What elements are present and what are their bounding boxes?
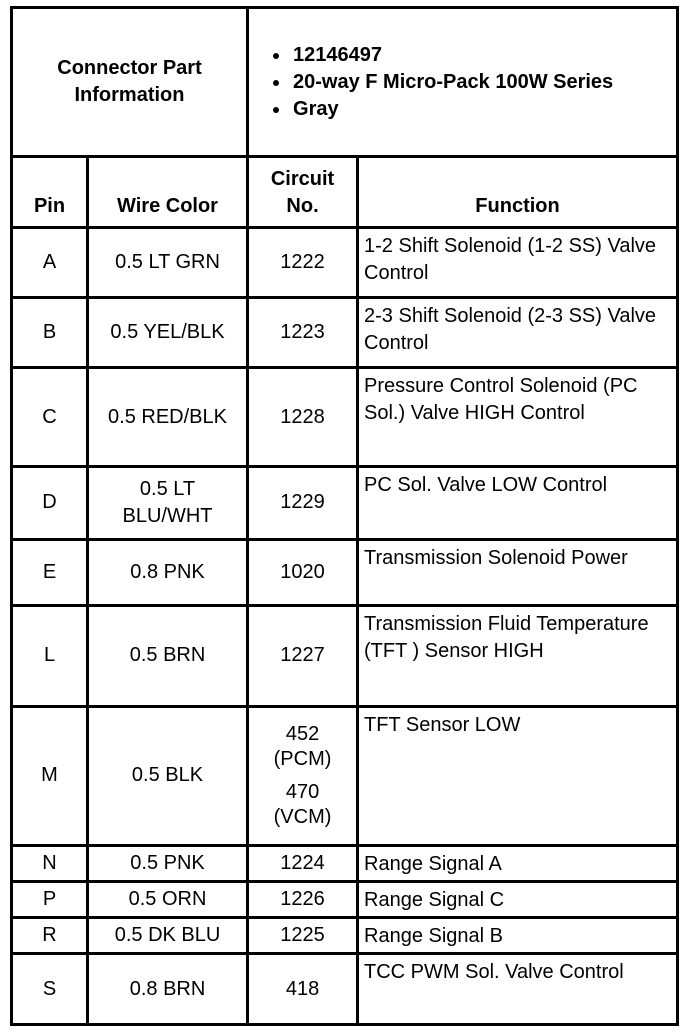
circuit-cell: 1225	[248, 918, 358, 954]
table-row	[12, 845, 678, 881]
pin-cell: B	[12, 297, 88, 367]
pin-cell: S	[12, 954, 88, 1025]
connector-pinout-table	[10, 6, 679, 1026]
table-row	[12, 954, 678, 1025]
function-header: Function	[358, 157, 678, 227]
circuit-header: Circuit No.	[248, 157, 358, 227]
wire-color-cell: 0.8 PNK	[88, 539, 248, 605]
wire-color-cell: 0.5 BLK	[88, 706, 248, 845]
function-cell: 1-2 Shift Solenoid (1-2 SS) Valve Control	[358, 227, 678, 297]
wire-color-cell: 0.5 YEL/BLK	[88, 297, 248, 367]
table-row	[12, 467, 678, 539]
function-cell: Transmission Fluid Temperature (TFT ) Sensor HIGH	[358, 606, 678, 707]
function-cell: Range Signal C	[358, 881, 678, 917]
wire-color-header: Wire Color	[88, 157, 248, 227]
connector-info-label: Connector Part Information	[12, 8, 248, 157]
circuit-cell: 1226	[248, 881, 358, 917]
circuit-cell: 1229	[248, 467, 358, 539]
wire-color-cell: 0.5 BRN	[88, 606, 248, 707]
function-cell: Range Signal A	[358, 845, 678, 881]
pin-cell: E	[12, 539, 88, 605]
table-row	[12, 881, 678, 917]
circuit-cell: 1228	[248, 368, 358, 467]
pin-cell: P	[12, 881, 88, 917]
function-cell: Pressure Control Solenoid (PC Sol.) Valve HIGH Control	[358, 368, 678, 467]
circuit-cell: 1224	[248, 845, 358, 881]
connector-details-list	[253, 42, 672, 123]
circuit-cell: 1222	[248, 227, 358, 297]
connector-info-row	[12, 8, 678, 157]
connector-part-number: • 12146497	[291, 42, 672, 69]
function-cell: TFT Sensor LOW	[358, 706, 678, 845]
pin-cell: C	[12, 368, 88, 467]
wire-color-cell: 0.5 PNK	[88, 845, 248, 881]
circuit-number-vcm: 470	[285, 780, 320, 803]
pin-cell: M	[12, 706, 88, 845]
wire-color-cell: 0.5 DK BLU	[88, 918, 248, 954]
table-row	[12, 227, 678, 297]
circuit-note-vcm: (VCM)	[273, 805, 332, 828]
wire-color-cell: 0.5 LT GRN	[88, 227, 248, 297]
table-row	[12, 297, 678, 367]
function-cell: TCC PWM Sol. Valve Control	[358, 954, 678, 1025]
circuit-cell: 1227	[248, 606, 358, 707]
connector-table-sheet	[10, 6, 676, 1026]
wire-color-cell: 0.5 RED/BLK	[88, 368, 248, 467]
connector-details-cell	[248, 8, 678, 157]
wire-color-cell: 0.5 LT BLU/WHT	[88, 467, 248, 539]
function-cell: Transmission Solenoid Power	[358, 539, 678, 605]
table-row	[12, 539, 678, 605]
function-cell: Range Signal B	[358, 918, 678, 954]
function-cell: 2-3 Shift Solenoid (2-3 SS) Valve Control	[358, 297, 678, 367]
table-row	[12, 706, 678, 845]
table-row	[12, 918, 678, 954]
circuit-note-pcm: (PCM)	[273, 747, 332, 770]
wire-color-cell: 0.8 BRN	[88, 954, 248, 1025]
pin-header: Pin	[12, 157, 88, 227]
circuit-cell	[248, 706, 358, 845]
circuit-cell: 418	[248, 954, 358, 1025]
column-header-row	[12, 157, 678, 227]
circuit-cell: 1223	[248, 297, 358, 367]
circuit-number-pcm: 452	[285, 722, 320, 745]
function-cell: PC Sol. Valve LOW Control	[358, 467, 678, 539]
pin-cell: L	[12, 606, 88, 707]
pin-cell: R	[12, 918, 88, 954]
pin-cell: A	[12, 227, 88, 297]
wire-color-cell: 0.5 ORN	[88, 881, 248, 917]
connector-type: • 20-way F Micro-Pack 100W Series	[291, 69, 672, 96]
pin-cell: D	[12, 467, 88, 539]
pin-cell: N	[12, 845, 88, 881]
circuit-cell: 1020	[248, 539, 358, 605]
connector-color: • Gray	[291, 96, 672, 123]
table-row	[12, 368, 678, 467]
table-row	[12, 606, 678, 707]
